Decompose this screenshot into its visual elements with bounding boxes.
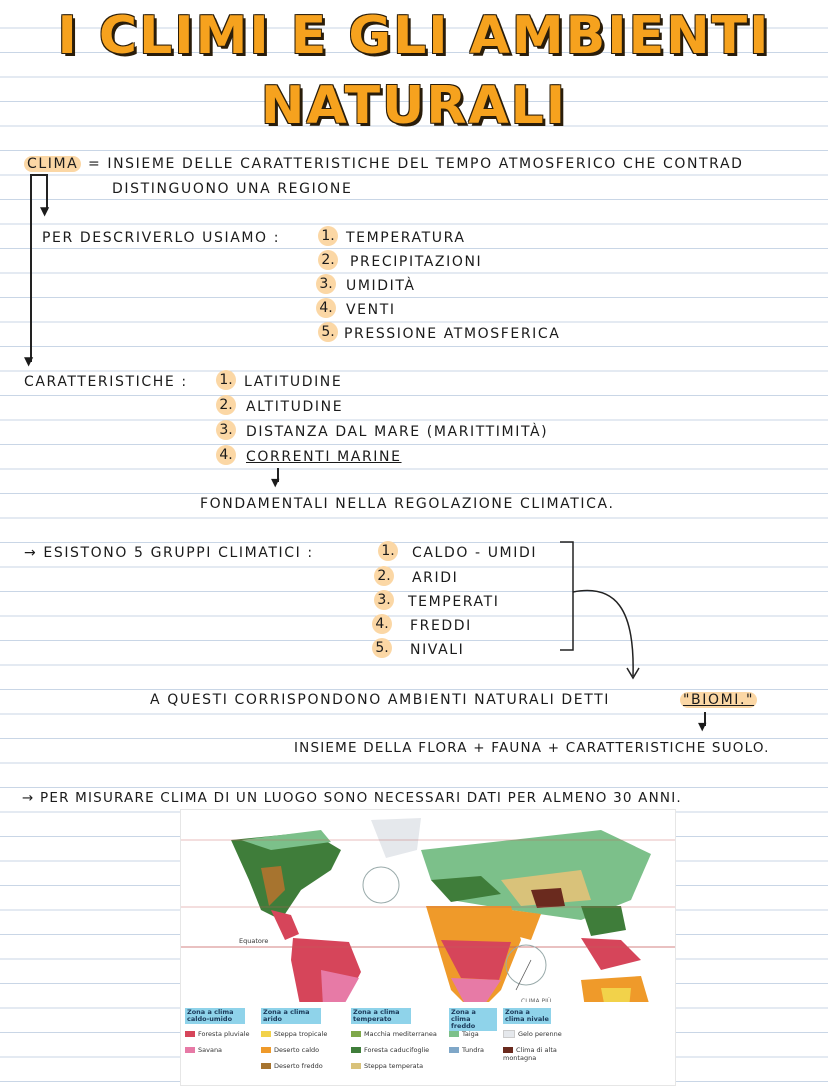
characteristics-item: LATITUDINE xyxy=(244,374,343,390)
group-item: ARIDI xyxy=(412,570,459,586)
legend-item: Foresta caducifoglie xyxy=(351,1046,429,1054)
page-title-line2: NATURALI xyxy=(260,76,568,136)
legend-header: Zona a clima freddo xyxy=(449,1008,497,1031)
number-badge: 1. xyxy=(216,370,236,390)
clima-term: CLIMA xyxy=(24,156,81,172)
biomes-text: A QUESTI CORRISPONDONO AMBIENTI NATURALI DETTI xyxy=(150,692,611,708)
group-item: FREDDI xyxy=(410,618,472,634)
characteristics-label: CARATTERISTICHE : xyxy=(24,374,188,390)
number-badge: 3. xyxy=(316,274,336,294)
legend-swatch xyxy=(503,1030,515,1038)
number-badge: 2. xyxy=(318,250,338,270)
definition-line2: DISTINGUONO UNA REGIONE xyxy=(112,181,353,197)
characteristics-item: ALTITUDINE xyxy=(246,399,344,415)
legend-item: Savana xyxy=(185,1046,222,1054)
number-badge: 3. xyxy=(374,590,394,610)
number-badge: 3. xyxy=(216,420,236,440)
describe-item: PRESSIONE ATMOSFERICA xyxy=(344,326,561,342)
describe-item: UMIDITÀ xyxy=(346,278,416,294)
number-badge: 2. xyxy=(216,395,236,415)
group-item: TEMPERATI xyxy=(408,594,500,610)
number-badge: 4. xyxy=(372,614,392,634)
number-badge: 4. xyxy=(216,445,236,465)
equator-label: Equatore xyxy=(239,937,269,945)
legend-swatch xyxy=(449,1031,459,1037)
legend-item: Macchia mediterranea xyxy=(351,1030,437,1038)
legend-item: Deserto caldo xyxy=(261,1046,319,1054)
legend-swatch xyxy=(351,1031,361,1037)
legend-swatch xyxy=(261,1047,271,1053)
legend-header: Zona a clima caldo-umido xyxy=(185,1008,245,1024)
number-badge: 5. xyxy=(318,322,338,342)
biomes-term: "BIOMI." xyxy=(680,692,757,708)
legend-item: Gelo perenne xyxy=(503,1030,562,1038)
legend-swatch xyxy=(261,1063,271,1069)
group-item: NIVALI xyxy=(410,642,465,658)
legend-item: Clima di alta montagna xyxy=(503,1046,557,1062)
map-legend xyxy=(181,1002,675,1085)
legend-swatch xyxy=(185,1047,195,1053)
arrow-down-long xyxy=(30,174,32,362)
number-badge: 5. xyxy=(372,638,392,658)
biomes-definition: INSIEME DELLA FLORA + FAUNA + CARATTERISTICHE SUOLO. xyxy=(294,740,770,756)
describe-item: PRECIPITAZIONI xyxy=(350,254,483,270)
characteristics-note: FONDAMENTALI NELLA REGOLAZIONE CLIMATICA. xyxy=(200,496,615,512)
legend-swatch xyxy=(185,1031,195,1037)
number-badge: 4. xyxy=(316,298,336,318)
characteristics-item: DISTANZA DAL MARE (MARITTIMITÀ) xyxy=(246,424,549,440)
arrow-head-icon: ▼ xyxy=(24,354,34,368)
legend-item: Taiga xyxy=(449,1030,479,1038)
legend-header: Zona a clima nivale xyxy=(503,1008,551,1024)
legend-header: Zona a clima temperato xyxy=(351,1008,411,1024)
describe-item: TEMPERATURA xyxy=(346,230,466,246)
legend-swatch xyxy=(449,1047,459,1053)
legend-header: Zona a clima arido xyxy=(261,1008,321,1024)
legend-item: Steppa temperata xyxy=(351,1062,423,1070)
measure-text: → PER MISURARE CLIMA DI UN LUOGO SONO NECESSARI DATI PER ALMENO 30 ANNI. xyxy=(22,790,682,806)
arrow-head-icon: ▼ xyxy=(40,204,50,218)
describe-item: VENTI xyxy=(346,302,396,318)
bracket-arrow xyxy=(555,538,655,688)
legend-item: Steppa tropicale xyxy=(261,1030,327,1038)
legend-item: Tundra xyxy=(449,1046,484,1054)
legend-item: Foresta pluviale xyxy=(185,1030,250,1038)
number-badge: 2. xyxy=(374,566,394,586)
definition-line1: = INSIEME DELLE CARATTERISTICHE DEL TEMPO ATMOSFERICO CHE CONTRAD xyxy=(88,156,744,172)
legend-swatch xyxy=(351,1047,361,1053)
arrow-head-icon: ▼ xyxy=(271,476,280,489)
legend-swatch xyxy=(351,1063,361,1069)
characteristics-item: CORRENTI MARINE xyxy=(246,449,402,465)
group-item: CALDO - UMIDI xyxy=(412,545,538,561)
arrow-head-icon: ▼ xyxy=(698,720,707,733)
number-badge: 1. xyxy=(318,226,338,246)
number-badge: 1. xyxy=(378,541,398,561)
legend-swatch xyxy=(503,1047,513,1053)
legend-swatch xyxy=(261,1031,271,1037)
groups-label: → ESISTONO 5 GRUPPI CLIMATICI : xyxy=(24,545,314,561)
page-title-line1: I CLIMI E GLI AMBIENTI xyxy=(57,6,771,66)
connector xyxy=(30,174,48,176)
legend-item: Deserto freddo xyxy=(261,1062,323,1070)
biome-map xyxy=(180,809,676,1086)
describe-label: PER DESCRIVERLO USIAMO : xyxy=(42,230,281,246)
